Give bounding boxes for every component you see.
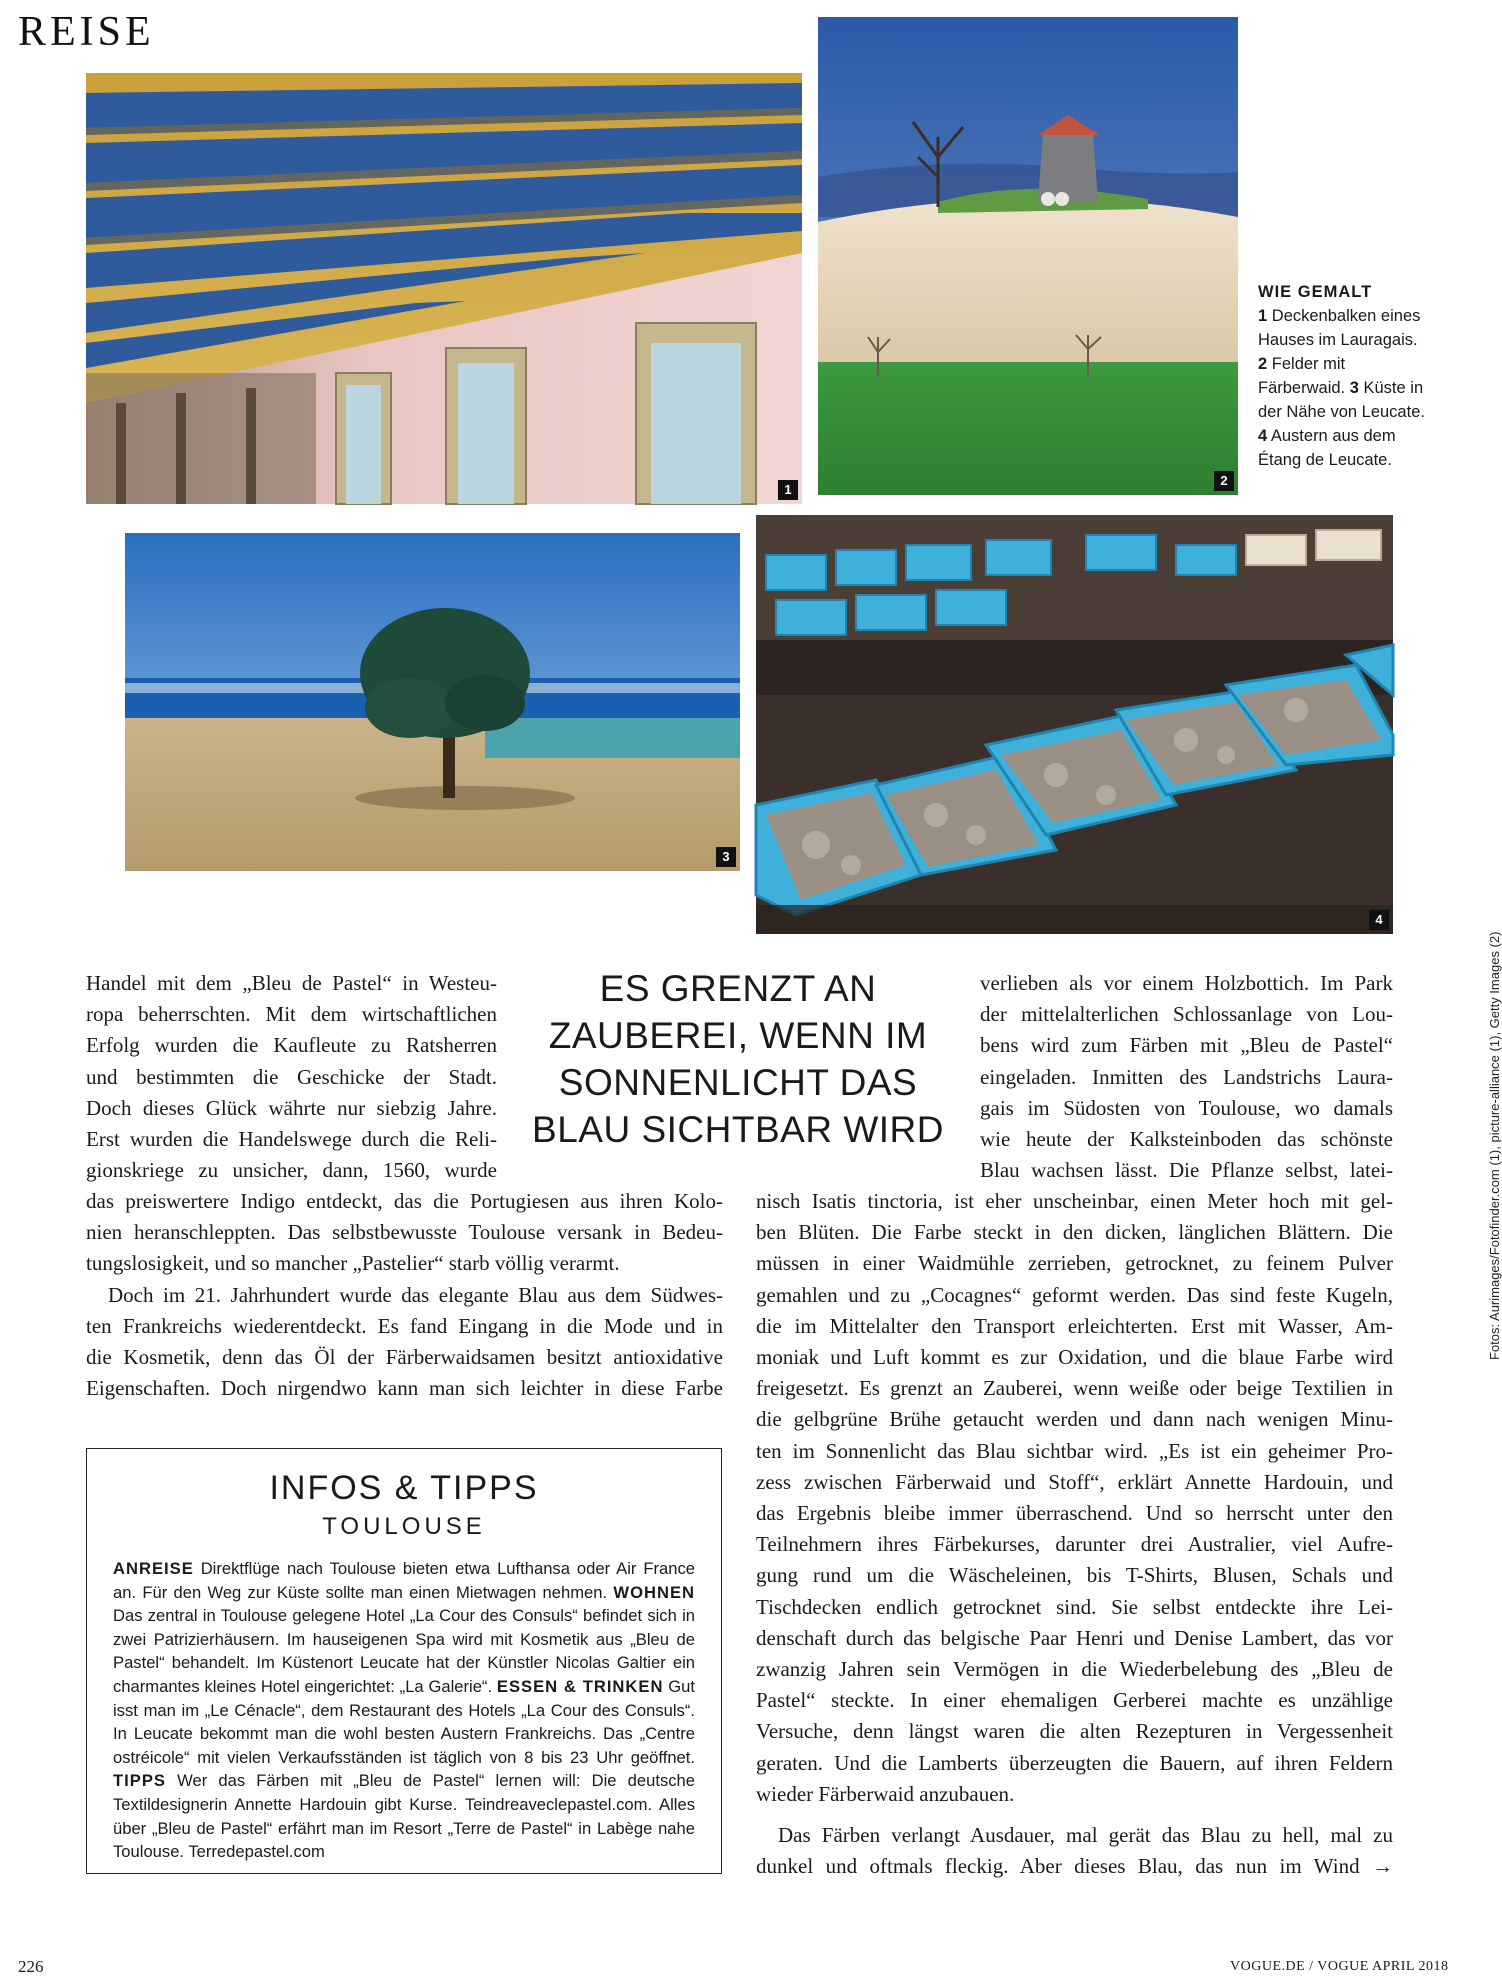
info-box (86, 1448, 722, 1874)
photo-number: 2 (1214, 471, 1234, 491)
photo-oyster-crates (756, 515, 1393, 934)
body-text-right-column-continued: nisch Isatis tinctoria, ist eher unscheinbar, einen Meter hoch mit gel- ben Blüten. Die Farbe steckt in den dicken, länglichen Blättern. Die müssen in einer Waidmühle zerrieben, getrocknet, zu feinem Pulver gemahlen und zu „Cocagnes“ geformt werden. Das sind feste Kugeln, die im Mittelalter den Transport erleichterten. Erst mit Wasser, Am- moniak und Luft kommt es zur Oxidation, und die blaue Farbe wird freigesetzt. Es grenzt an Zauberei, wenn weiße oder beige Textilien in die gelbgrüne Brühe getaucht werden und dann nach wenigen Minu- ten im Sonnenlicht das Blau sichtbar wird. „Es ist ein geheimer Pro- zess zwischen Färberwaid und Stoff“, erklärt Annette Hardouin, und das Ergebnis bleibe immer überraschend. Und so herrscht unter den Teilnehmern ihres Färbekurses, darunter drei Australier, viel Aufre- gung rund um die Wäscheleinen, bis T-Shirts, Blusen, Schals und Tischdecken endlich getrocknet sind. Sie selbst entdeckte ihre Lei- denschaft durch das belgische Paar Henri und Denise Lambert, das vor zwanzig Jahren sein Vermögen in die Wiederbelebung des „Bleu de Pastel“ steckte. In einer ehemaligen Gerberei machte es unzählige Versuche, denn längst waren die alten Rezepturen in Vergessenheit geraten. Und die Lamberts überzeugten die Bauern, auf ihren Feldern wieder Färberwaid anzubauen. Das Färben verlangt Ausdauer, mal gerät das Blau zu hell, mal zu dunkel und oftmals fleckig. Aber dieses Blau, das nun im Wind → (756, 1189, 1393, 1879)
photo-coast-tree (125, 533, 740, 871)
info-box-subtitle: TOULOUSE (322, 1513, 486, 1540)
photo-oyster-crates-image (756, 515, 1393, 934)
pull-quote: ES GRENZT AN ZAUBEREI, WENN IM SONNENLICHT DAS BLAU SICHTBAR WIRD (532, 968, 944, 1150)
info-box-title: INFOS & TIPPS (269, 1469, 539, 1507)
caption-text: 1 Deckenbalken eines Hauses im Lauragais. 2 Felder mit Färberwaid. 3 Küste in der Nähe von Leucate. 4 Austern aus dem Étang de Leucate. (1258, 307, 1425, 469)
section-title: REISE (18, 9, 155, 55)
info-label-tipps: TIPPS (113, 1771, 166, 1791)
body-text-right-column: verlieben als vor einem Holzbottich. Im Park der mittelalterlichen Schlossanlage von Lou- bens wird zum Färben mit „Bleu de Pastel“ eingeladen. Inmitten des Landstrichs Laura- gais im Südosten von Toulouse, wo damals wie heute der Kalksteinboden das schönste Blau wachsen lässt. Die Pflanze selbst, latei- (980, 971, 1393, 1183)
photo-coast-tree-image (125, 533, 740, 871)
body-text-left-column: Handel mit dem „Bleu de Pastel“ in Westeu- ropa beherrschten. Mit dem wirtschaftlichen Erfolg wurden die Kaufleute zu Ratsherren und bestimmten die Geschicke der Stadt. Doch dieses Glück währte nur siebzig Jahre. Erst wurden die Handelswege durch die Reli- gionskriege zu unsicher, dann, 1560, wurde (86, 971, 497, 1183)
info-label-anreise: ANREISE (113, 1559, 194, 1578)
photo-ceiling-beams (86, 73, 802, 504)
photo-number: 4 (1369, 910, 1389, 930)
info-label-essen-trinken: ESSEN & TRINKEN (496, 1676, 664, 1696)
magazine-footer: VOGUE.DE / VOGUE APRIL 2018 (1230, 1959, 1449, 1974)
photo-caption (1258, 280, 1428, 472)
photo-number: 3 (716, 847, 736, 867)
photo-field-tower-image (818, 17, 1238, 495)
info-label-wohnen: WOHNEN (613, 1582, 695, 1602)
photo-field-tower (818, 17, 1238, 495)
info-box-body: ANREISE Direktflüge nach Toulouse bieten etwa Lufthansa oder Air France an. Für den Weg zur Küste sollte man einen Mietwagen nehmen. WOHNEN Das zentral in Toulouse gelegene Hotel „La Cour des Consuls“ befindet sich in zwei Patrizierhäusern. Im hauseigenen Spa wird mit Kosmetik aus „Bleu de Pastel“ behandelt. Im Küstenort Leucate hat der Künstler Nicolas Galtier ein charmantes kleines Hotel eingerichtet: „La Galerie“. ESSEN & TRINKEN Gut isst man im „Le Cénacle“, dem Restaurant des Hotels „La Cour des Consuls“. In Leucate bekommt man die wohl besten Austern Frankreichs. Das „Centre ostréicole“ mit vielen Verkaufsständen ist täglich von 8 bis 23 Uhr geöffnet. TIPPS Wer das Färben mit „Bleu de Pastel“ lernen will: Die deutsche Textildesignerin Annette Hardouin gibt Kurse. Teindreaveclepastel.com. Alles über „Bleu de Pastel“ erfährt man im Resort „Terre de Pastel“ in Labège nahe Toulouse. Terredepastel.com (113, 1559, 695, 1862)
photo-ceiling-beams-image (86, 73, 802, 504)
page-number: 226 (18, 1957, 44, 1976)
photo-credits: Fotos: Aurimages/Fotofinder.com (1), picture-alliance (1), Getty Images (2) (1487, 931, 1502, 1360)
caption-title: WIE GEMALT (1258, 283, 1373, 301)
photo-number: 1 (778, 480, 798, 500)
body-text-left-column-continued: das preiswertere Indigo entdeckt, das die Portugiesen aus ihren Kolo- nien heranschleppten. Das selbstbewusste Toulouse versank in Bedeu- tungslosigkeit, und so mancher „Pastelier“ starb völlig verarmt. Doch im 21. Jahrhundert wurde das elegante Blau aus dem Südwes- ten Frankreichs wiederentdeckt. Es fand Eingang in die Mode und in die Kosmetik, denn das Öl der Färberwaidsamen besitzt antioxidative Eigenschaften. Doch nirgendwo kann man sich leichter in diese Farbe (86, 1189, 723, 1401)
